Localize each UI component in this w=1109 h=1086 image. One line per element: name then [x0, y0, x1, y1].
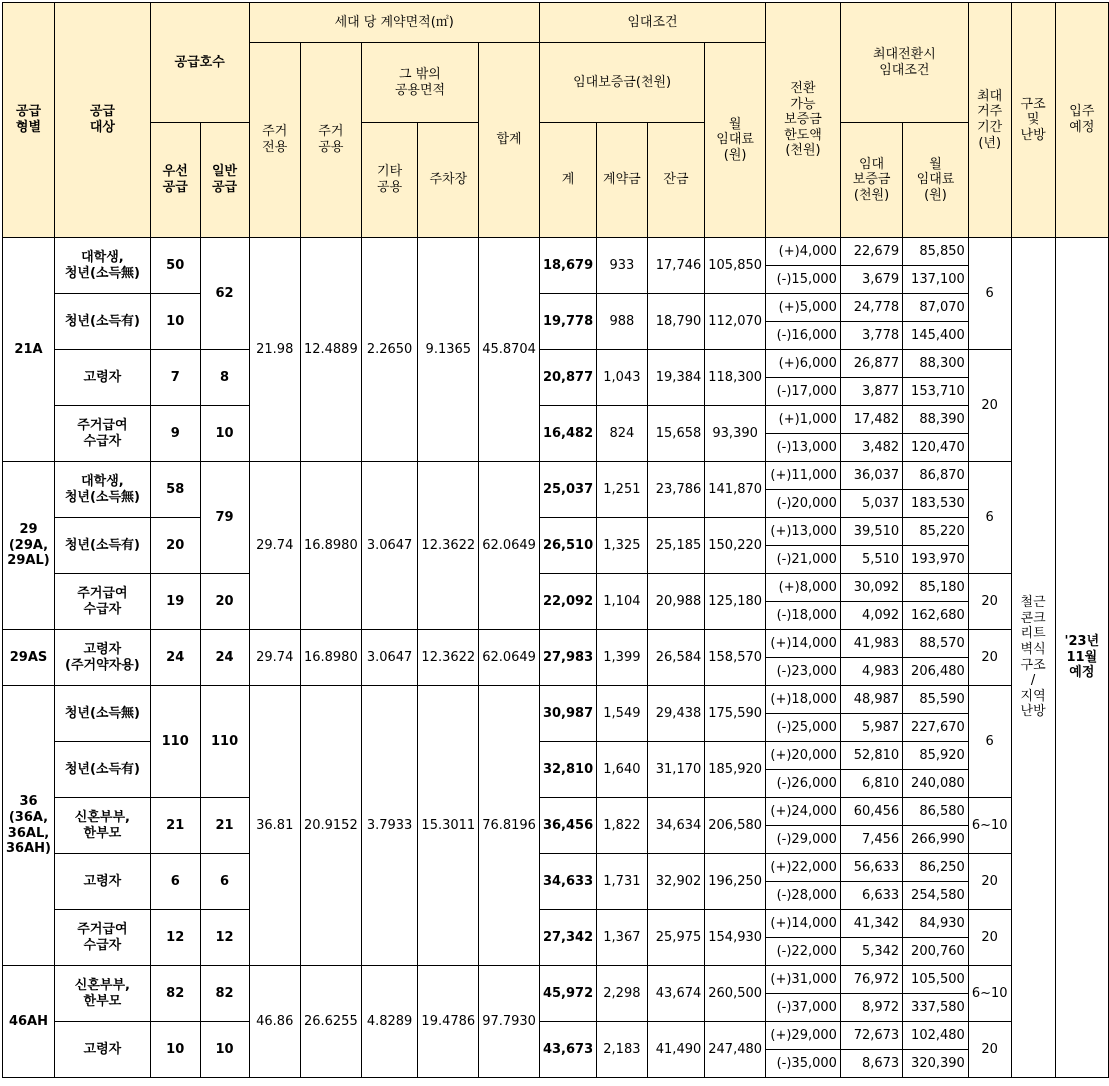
type-cell: 36 (36A, 36AL, 36AH)	[3, 686, 55, 966]
conv-limit-cell: (+)18,000	[766, 686, 841, 714]
col-conversion-limit: 전환 가능 보증금 한도액 (천원)	[766, 3, 841, 238]
col-structure: 구조 및 난방	[1011, 3, 1055, 238]
table-row	[3, 966, 1109, 994]
period-cell: 20	[968, 1022, 1011, 1078]
dep-balance-cell: 15,658	[647, 406, 705, 462]
conv-limit-cell: (+)20,000	[766, 742, 841, 770]
mc-deposit-cell: 52,810	[840, 742, 902, 770]
mc-monthly-cell: 227,670	[903, 714, 969, 742]
res-private-cell: 21.98	[249, 238, 300, 462]
conv-limit-cell: (-)28,000	[766, 882, 841, 910]
monthly-cell: 196,250	[705, 854, 766, 910]
conv-limit-cell: (+)14,000	[766, 630, 841, 658]
rental-conditions-table	[2, 2, 1109, 1078]
target-cell: 신혼부부, 한부모	[54, 798, 150, 854]
monthly-cell: 185,920	[705, 742, 766, 798]
mc-deposit-cell: 8,673	[840, 1050, 902, 1078]
rental-table-wrapper	[2, 2, 1109, 1078]
dep-contract-cell: 1,731	[597, 854, 648, 910]
mc-deposit-cell: 17,482	[840, 406, 902, 434]
col-etc-common: 기타 공용	[361, 123, 418, 238]
mc-monthly-cell: 162,680	[903, 602, 969, 630]
target-cell: 주거급여 수급자	[54, 574, 150, 630]
general-cell: 21	[200, 798, 249, 854]
dep-contract-cell: 824	[597, 406, 648, 462]
table-row	[3, 294, 1109, 322]
col-max-period: 최대 거주 기간 (년)	[968, 3, 1011, 238]
mc-deposit-cell: 6,633	[840, 882, 902, 910]
col-deposit: 임대보증금(천원)	[539, 43, 704, 123]
etc-common-cell: 4.8289	[361, 966, 418, 1078]
priority-cell: 20	[150, 518, 200, 574]
monthly-cell: 118,300	[705, 350, 766, 406]
mc-monthly-cell: 85,850	[903, 238, 969, 266]
mc-deposit-cell: 5,342	[840, 938, 902, 966]
move-in-cell: '23년 11월 예정	[1055, 238, 1108, 1078]
mc-monthly-cell: 86,870	[903, 462, 969, 490]
conv-limit-cell: (+)24,000	[766, 798, 841, 826]
priority-cell: 7	[150, 350, 200, 406]
col-mc-deposit: 임대 보증금 (천원)	[840, 123, 902, 238]
period-cell: 20	[968, 854, 1011, 910]
priority-cell: 82	[150, 966, 200, 1022]
priority-cell: 21	[150, 798, 200, 854]
dep-total-cell: 20,877	[539, 350, 596, 406]
general-cell: 20	[200, 574, 249, 630]
target-cell: 주거급여 수급자	[54, 406, 150, 462]
mc-deposit-cell: 36,037	[840, 462, 902, 490]
dep-balance-cell: 34,634	[647, 798, 705, 854]
type-cell: 29AS	[3, 630, 55, 686]
conv-limit-cell: (+)5,000	[766, 294, 841, 322]
res-private-cell: 36.81	[249, 686, 300, 966]
conv-limit-cell: (-)37,000	[766, 994, 841, 1022]
dep-contract-cell: 2,183	[597, 1022, 648, 1078]
conv-limit-cell: (-)22,000	[766, 938, 841, 966]
mc-monthly-cell: 200,760	[903, 938, 969, 966]
mc-monthly-cell: 240,080	[903, 770, 969, 798]
target-cell: 청년(소득有)	[54, 742, 150, 798]
period-cell: 6~10	[968, 798, 1011, 854]
conv-limit-cell: (-)20,000	[766, 490, 841, 518]
conv-limit-cell: (-)21,000	[766, 546, 841, 574]
mc-deposit-cell: 76,972	[840, 966, 902, 994]
monthly-cell: 158,570	[705, 630, 766, 686]
mc-deposit-cell: 39,510	[840, 518, 902, 546]
table-row	[3, 630, 1109, 658]
conv-limit-cell: (-)13,000	[766, 434, 841, 462]
priority-cell: 50	[150, 238, 200, 294]
area-total-cell: 62.0649	[479, 630, 540, 686]
area-total-cell: 76.8196	[479, 686, 540, 966]
conv-limit-cell: (+)11,000	[766, 462, 841, 490]
mc-monthly-cell: 266,990	[903, 826, 969, 854]
conv-limit-cell: (+)14,000	[766, 910, 841, 938]
mc-monthly-cell: 145,400	[903, 322, 969, 350]
conv-limit-cell: (-)17,000	[766, 378, 841, 406]
res-common-cell: 16.8980	[300, 630, 361, 686]
monthly-cell: 141,870	[705, 462, 766, 518]
col-area-total: 합계	[479, 43, 540, 238]
priority-cell: 10	[150, 294, 200, 350]
mc-monthly-cell: 84,930	[903, 910, 969, 938]
mc-deposit-cell: 72,673	[840, 1022, 902, 1050]
col-general: 일반 공급	[200, 123, 249, 238]
general-cell: 12	[200, 910, 249, 966]
parking-cell: 19.4786	[418, 966, 479, 1078]
mc-deposit-cell: 5,510	[840, 546, 902, 574]
conv-limit-cell: (+)6,000	[766, 350, 841, 378]
dep-total-cell: 19,778	[539, 294, 596, 350]
dep-total-cell: 22,092	[539, 574, 596, 630]
type-cell: 29 (29A, 29AL)	[3, 462, 55, 630]
dep-total-cell: 45,972	[539, 966, 596, 1022]
type-cell: 46AH	[3, 966, 55, 1078]
target-cell: 청년(소득無)	[54, 686, 150, 742]
col-dep-total: 계	[539, 123, 596, 238]
mc-deposit-cell: 5,987	[840, 714, 902, 742]
dep-balance-cell: 19,384	[647, 350, 705, 406]
mc-deposit-cell: 24,778	[840, 294, 902, 322]
table-header	[3, 3, 1109, 238]
mc-monthly-cell: 86,250	[903, 854, 969, 882]
mc-monthly-cell: 254,580	[903, 882, 969, 910]
dep-balance-cell: 23,786	[647, 462, 705, 518]
dep-contract-cell: 1,367	[597, 910, 648, 966]
conv-limit-cell: (+)29,000	[766, 1022, 841, 1050]
conv-limit-cell: (-)18,000	[766, 602, 841, 630]
dep-total-cell: 34,633	[539, 854, 596, 910]
general-cell: 6	[200, 854, 249, 910]
dep-balance-cell: 29,438	[647, 686, 705, 742]
mc-deposit-cell: 48,987	[840, 686, 902, 714]
table-row	[3, 574, 1109, 602]
etc-common-cell: 3.0647	[361, 630, 418, 686]
mc-monthly-cell: 183,530	[903, 490, 969, 518]
mc-monthly-cell: 193,970	[903, 546, 969, 574]
monthly-cell: 93,390	[705, 406, 766, 462]
mc-monthly-cell: 86,580	[903, 798, 969, 826]
target-cell: 고령자	[54, 854, 150, 910]
col-supply-units: 공급호수	[150, 3, 249, 123]
monthly-cell: 150,220	[705, 518, 766, 574]
col-other-common: 그 밖의 공용면적	[361, 43, 478, 123]
col-parking: 주차장	[418, 123, 479, 238]
monthly-cell: 125,180	[705, 574, 766, 630]
res-common-cell: 20.9152	[300, 686, 361, 966]
dep-total-cell: 32,810	[539, 742, 596, 798]
mc-deposit-cell: 4,092	[840, 602, 902, 630]
target-cell: 고령자	[54, 350, 150, 406]
mc-monthly-cell: 85,220	[903, 518, 969, 546]
etc-common-cell: 3.7933	[361, 686, 418, 966]
dep-total-cell: 26,510	[539, 518, 596, 574]
target-cell: 대학생, 청년(소득無)	[54, 238, 150, 294]
dep-balance-cell: 25,185	[647, 518, 705, 574]
dep-total-cell: 36,456	[539, 798, 596, 854]
mc-monthly-cell: 88,570	[903, 630, 969, 658]
conv-limit-cell: (-)16,000	[766, 322, 841, 350]
priority-cell: 58	[150, 462, 200, 518]
general-cell: 82	[200, 966, 249, 1022]
monthly-cell: 247,480	[705, 1022, 766, 1078]
conv-limit-cell: (-)23,000	[766, 658, 841, 686]
parking-cell: 12.3622	[418, 630, 479, 686]
conv-limit-cell: (-)15,000	[766, 266, 841, 294]
res-common-cell: 26.6255	[300, 966, 361, 1078]
dep-contract-cell: 1,399	[597, 630, 648, 686]
parking-cell: 12.3622	[418, 462, 479, 630]
res-common-cell: 12.4889	[300, 238, 361, 462]
conv-limit-cell: (+)22,000	[766, 854, 841, 882]
priority-cell: 6	[150, 854, 200, 910]
res-common-cell: 16.8980	[300, 462, 361, 630]
mc-monthly-cell: 88,300	[903, 350, 969, 378]
target-cell: 주거급여 수급자	[54, 910, 150, 966]
mc-deposit-cell: 22,679	[840, 238, 902, 266]
table-row	[3, 798, 1109, 826]
mc-deposit-cell: 3,778	[840, 322, 902, 350]
mc-deposit-cell: 3,482	[840, 434, 902, 462]
area-total-cell: 97.7930	[479, 966, 540, 1078]
general-cell: 62	[200, 238, 249, 350]
period-cell: 6	[968, 686, 1011, 798]
dep-total-cell: 18,679	[539, 238, 596, 294]
table-row	[3, 462, 1109, 490]
res-private-cell: 46.86	[249, 966, 300, 1078]
conv-limit-cell: (+)13,000	[766, 518, 841, 546]
mc-deposit-cell: 30,092	[840, 574, 902, 602]
table-row	[3, 910, 1109, 938]
col-rent-conditions: 임대조건	[539, 3, 765, 43]
target-cell: 신혼부부, 한부모	[54, 966, 150, 1022]
mc-monthly-cell: 320,390	[903, 1050, 969, 1078]
col-type: 공급 형별	[3, 3, 55, 238]
general-cell: 8	[200, 350, 249, 406]
conv-limit-cell: (-)26,000	[766, 770, 841, 798]
etc-common-cell: 3.0647	[361, 462, 418, 630]
mc-monthly-cell: 206,480	[903, 658, 969, 686]
mc-deposit-cell: 41,342	[840, 910, 902, 938]
mc-monthly-cell: 88,390	[903, 406, 969, 434]
table-row	[3, 406, 1109, 434]
dep-total-cell: 25,037	[539, 462, 596, 518]
col-res-private: 주거 전용	[249, 43, 300, 238]
dep-total-cell: 43,673	[539, 1022, 596, 1078]
dep-contract-cell: 1,325	[597, 518, 648, 574]
mc-monthly-cell: 105,500	[903, 966, 969, 994]
col-area: 세대 당 계약면적(㎡)	[249, 3, 539, 43]
table-row	[3, 854, 1109, 882]
conv-limit-cell: (+)8,000	[766, 574, 841, 602]
table-row	[3, 238, 1109, 266]
mc-deposit-cell: 8,972	[840, 994, 902, 1022]
general-cell: 79	[200, 462, 249, 574]
dep-balance-cell: 26,584	[647, 630, 705, 686]
parking-cell: 15.3011	[418, 686, 479, 966]
general-cell: 10	[200, 406, 249, 462]
monthly-cell: 105,850	[705, 238, 766, 294]
conv-limit-cell: (+)4,000	[766, 238, 841, 266]
mc-deposit-cell: 6,810	[840, 770, 902, 798]
dep-contract-cell: 2,298	[597, 966, 648, 1022]
priority-cell: 19	[150, 574, 200, 630]
type-cell: 21A	[3, 238, 55, 462]
priority-cell: 10	[150, 1022, 200, 1078]
general-cell: 110	[200, 686, 249, 798]
dep-balance-cell: 32,902	[647, 854, 705, 910]
target-cell: 청년(소득有)	[54, 294, 150, 350]
col-mc-monthly: 월 임대료 (원)	[903, 123, 969, 238]
col-res-common: 주거 공용	[300, 43, 361, 238]
dep-balance-cell: 43,674	[647, 966, 705, 1022]
area-total-cell: 62.0649	[479, 462, 540, 630]
monthly-cell: 206,580	[705, 798, 766, 854]
dep-balance-cell: 20,988	[647, 574, 705, 630]
mc-deposit-cell: 5,037	[840, 490, 902, 518]
mc-deposit-cell: 41,983	[840, 630, 902, 658]
col-priority: 우선 공급	[150, 123, 200, 238]
dep-total-cell: 27,342	[539, 910, 596, 966]
dep-balance-cell: 41,490	[647, 1022, 705, 1078]
parking-cell: 9.1365	[418, 238, 479, 462]
period-cell: 20	[968, 574, 1011, 630]
col-move-in: 입주 예정	[1055, 3, 1108, 238]
col-monthly: 월 임대료 (원)	[705, 43, 766, 238]
dep-total-cell: 30,987	[539, 686, 596, 742]
dep-contract-cell: 1,640	[597, 742, 648, 798]
target-cell: 청년(소득有)	[54, 518, 150, 574]
monthly-cell: 175,590	[705, 686, 766, 742]
col-dep-contract: 계약금	[597, 123, 648, 238]
mc-monthly-cell: 137,100	[903, 266, 969, 294]
target-cell: 고령자	[54, 1022, 150, 1078]
monthly-cell: 112,070	[705, 294, 766, 350]
target-cell: 대학생, 청년(소득無)	[54, 462, 150, 518]
col-target: 공급 대상	[54, 3, 150, 238]
mc-deposit-cell: 3,877	[840, 378, 902, 406]
conv-limit-cell: (-)25,000	[766, 714, 841, 742]
table-row	[3, 518, 1109, 546]
period-cell: 6	[968, 462, 1011, 574]
general-cell: 24	[200, 630, 249, 686]
mc-deposit-cell: 3,679	[840, 266, 902, 294]
conv-limit-cell: (-)35,000	[766, 1050, 841, 1078]
mc-monthly-cell: 337,580	[903, 994, 969, 1022]
period-cell: 6	[968, 238, 1011, 350]
dep-contract-cell: 1,251	[597, 462, 648, 518]
mc-deposit-cell: 4,983	[840, 658, 902, 686]
col-max-conversion: 최대전환시 임대조건	[840, 3, 968, 123]
mc-monthly-cell: 85,590	[903, 686, 969, 714]
mc-deposit-cell: 26,877	[840, 350, 902, 378]
conv-limit-cell: (+)31,000	[766, 966, 841, 994]
mc-deposit-cell: 60,456	[840, 798, 902, 826]
structure-cell: 철근 콘크 리트 벽식 구조 / 지역 난방	[1011, 238, 1055, 1078]
area-total-cell: 45.8704	[479, 238, 540, 462]
period-cell: 20	[968, 910, 1011, 966]
priority-cell: 110	[150, 686, 200, 798]
general-cell: 10	[200, 1022, 249, 1078]
table-row	[3, 686, 1109, 714]
etc-common-cell: 2.2650	[361, 238, 418, 462]
mc-monthly-cell: 120,470	[903, 434, 969, 462]
dep-total-cell: 16,482	[539, 406, 596, 462]
dep-contract-cell: 1,043	[597, 350, 648, 406]
dep-balance-cell: 25,975	[647, 910, 705, 966]
mc-monthly-cell: 87,070	[903, 294, 969, 322]
table-row	[3, 1022, 1109, 1050]
dep-balance-cell: 17,746	[647, 238, 705, 294]
dep-contract-cell: 988	[597, 294, 648, 350]
mc-monthly-cell: 153,710	[903, 378, 969, 406]
res-private-cell: 29.74	[249, 630, 300, 686]
mc-monthly-cell: 85,920	[903, 742, 969, 770]
mc-monthly-cell: 102,480	[903, 1022, 969, 1050]
priority-cell: 9	[150, 406, 200, 462]
monthly-cell: 260,500	[705, 966, 766, 1022]
target-cell: 고령자 (주거약자용)	[54, 630, 150, 686]
dep-total-cell: 27,983	[539, 630, 596, 686]
priority-cell: 12	[150, 910, 200, 966]
mc-deposit-cell: 7,456	[840, 826, 902, 854]
dep-balance-cell: 31,170	[647, 742, 705, 798]
mc-monthly-cell: 85,180	[903, 574, 969, 602]
conv-limit-cell: (+)1,000	[766, 406, 841, 434]
dep-contract-cell: 1,549	[597, 686, 648, 742]
period-cell: 6~10	[968, 966, 1011, 1022]
table-body	[3, 238, 1109, 1078]
dep-balance-cell: 18,790	[647, 294, 705, 350]
dep-contract-cell: 933	[597, 238, 648, 294]
period-cell: 20	[968, 630, 1011, 686]
table-row	[3, 350, 1109, 378]
res-private-cell: 29.74	[249, 462, 300, 630]
priority-cell: 24	[150, 630, 200, 686]
dep-contract-cell: 1,822	[597, 798, 648, 854]
dep-contract-cell: 1,104	[597, 574, 648, 630]
monthly-cell: 154,930	[705, 910, 766, 966]
mc-deposit-cell: 56,633	[840, 854, 902, 882]
conv-limit-cell: (-)29,000	[766, 826, 841, 854]
col-dep-balance: 잔금	[647, 123, 705, 238]
period-cell: 20	[968, 350, 1011, 462]
